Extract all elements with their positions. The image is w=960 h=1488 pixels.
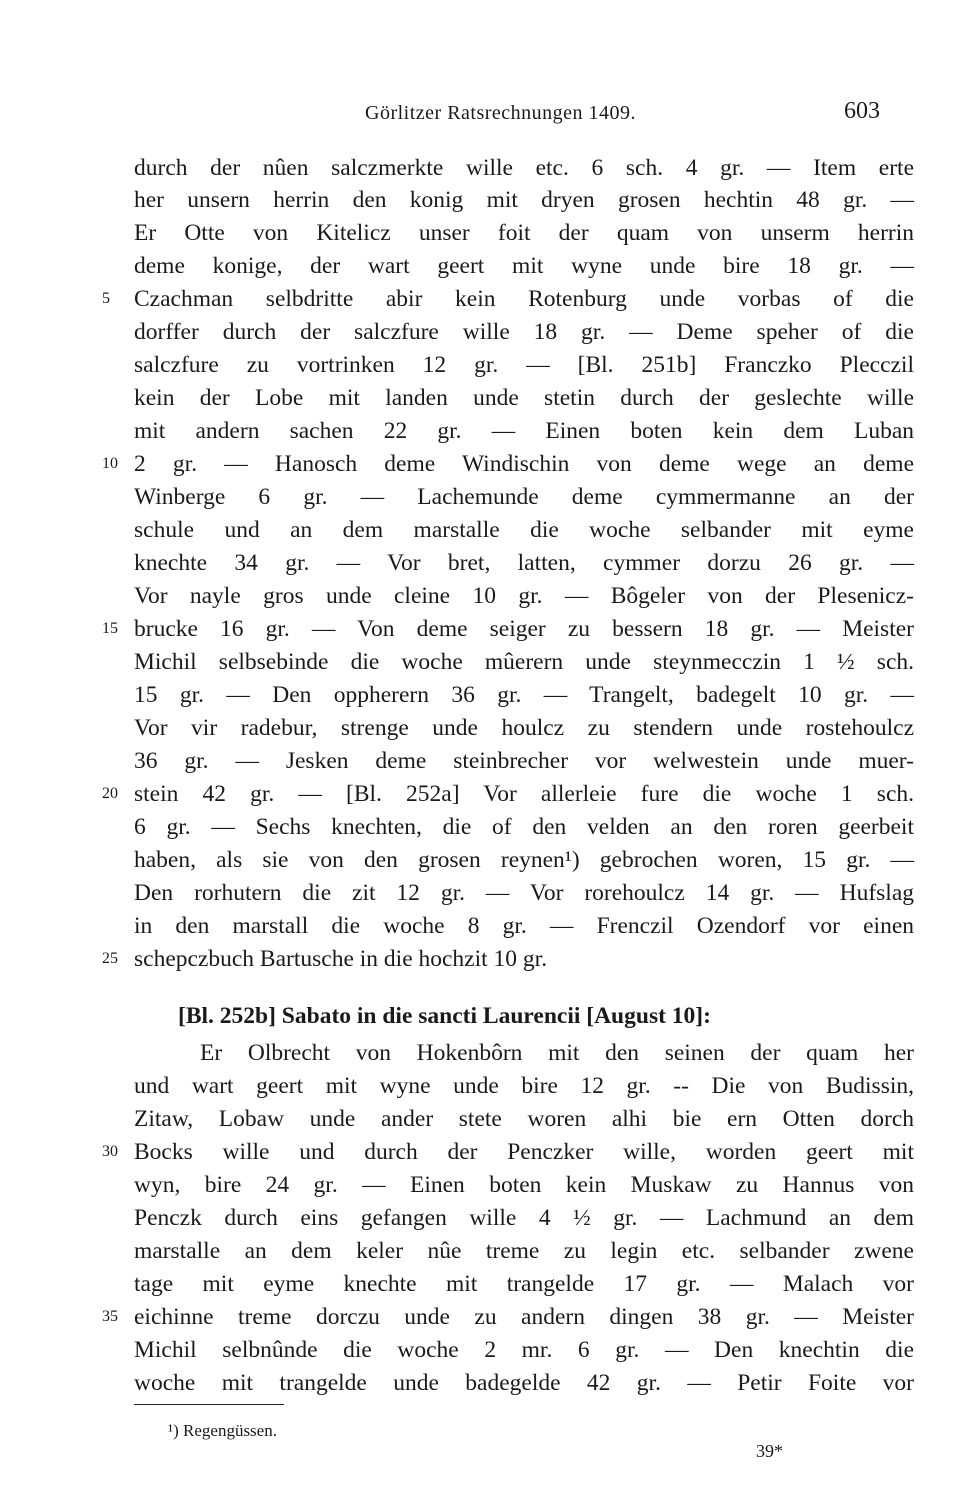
text-line: Czachman selbdritte abir kein Rotenburg unde vorbas of die (134, 286, 914, 312)
signature-mark: 39* (756, 1441, 783, 1461)
running-title: Görlitzer Ratsrechnungen 1409. (365, 102, 637, 124)
text-line: tage mit eyme knechte mit trangelde 17 gr. — Malach vor (134, 1271, 914, 1297)
section-heading: [Bl. 252b] Sabato in die sancti Laurencii [August 10]: (178, 1003, 711, 1029)
text-line: deme konige, der wart geert mit wyne unde bire 18 gr. — (134, 253, 914, 279)
line-number: 30 (102, 1143, 118, 1160)
text-line: woche mit trangelde unde badegelde 42 gr. — Petir Foite vor (134, 1370, 914, 1396)
text-line: Er Olbrecht von Hokenbôrn mit den seinen der quam her (200, 1040, 914, 1066)
text-line: schule und an dem marstalle die woche selbander mit eyme (134, 517, 914, 543)
page-number: 603 (844, 98, 880, 124)
line-number: 5 (102, 290, 110, 307)
text-line: Bocks wille und durch der Penczker wille, worden geert mit (134, 1139, 914, 1165)
text-line: 36 gr. — Jesken deme steinbrecher vor welwestein unde muer- (134, 748, 914, 774)
text-line: Den rorhutern die zit 12 gr. — Vor rorehoulcz 14 gr. — Hufslag (134, 880, 914, 906)
text-line: in den marstall die woche 8 gr. — Frenczil Ozendorf vor einen (134, 913, 914, 939)
text-line: wyn, bire 24 gr. — Einen boten kein Muskaw zu Hannus von (134, 1172, 914, 1198)
text-line: schepczbuch Bartusche in die hochzit 10 gr. (134, 946, 548, 972)
text-line: knechte 34 gr. — Vor bret, latten, cymmer dorzu 26 gr. — (134, 550, 914, 576)
text-line: stein 42 gr. — [Bl. 252a] Vor allerleie fure die woche 1 sch. (134, 781, 914, 807)
text-line: kein der Lobe mit landen unde stetin durch der geslechte wille (134, 385, 914, 411)
line-number: 25 (102, 950, 118, 967)
text-line: Zitaw, Lobaw unde ander stete woren alhi bie ern Otten dorch (134, 1106, 914, 1132)
text-line: marstalle an dem keler nûe treme zu legin etc. selbander zwene (134, 1238, 914, 1264)
line-number: 35 (102, 1308, 118, 1325)
text-line: Penczk durch eins gefangen wille 4 ½ gr. — Lachmund an dem (134, 1205, 914, 1231)
line-number: 10 (102, 455, 118, 472)
text-line: dorffer durch der salczfure wille 18 gr. — Deme speher of die (134, 319, 914, 345)
text-line: brucke 16 gr. — Von deme seiger zu bessern 18 gr. — Meister (134, 616, 914, 642)
page-header (0, 98, 960, 134)
text-line: mit andern sachen 22 gr. — Einen boten kein dem Luban (134, 418, 914, 444)
text-line: Vor nayle gros unde cleine 10 gr. — Bôgeler von der Plesenicz- (134, 583, 914, 609)
text-line: 2 gr. — Hanosch deme Windischin von deme wege an deme (134, 451, 914, 477)
text-line: eichinne treme dorczu unde zu andern dingen 38 gr. — Meister (134, 1304, 914, 1330)
text-line: her unsern herrin den konig mit dryen grosen hechtin 48 gr. — (134, 187, 914, 213)
text-line: haben, als sie von den grosen reynen¹) gebrochen woren, 15 gr. — (134, 847, 914, 873)
footnote: ¹) Regengüssen. (168, 1421, 277, 1440)
text-line: und wart geert mit wyne unde bire 12 gr. -- Die von Budissin, (134, 1073, 914, 1099)
text-line: durch der nûen salczmerkte wille etc. 6 sch. 4 gr. — Item erte (134, 155, 914, 181)
text-line: Vor vir radebur, strenge unde houlcz zu stendern unde rostehoulcz (134, 715, 914, 741)
text-line: 15 gr. — Den oppherern 36 gr. — Trangelt, badegelt 10 gr. — (134, 682, 914, 708)
text-line: Michil selbnûnde die woche 2 mr. 6 gr. — Den knechtin die (134, 1337, 914, 1363)
text-line: Winberge 6 gr. — Lachemunde deme cymmermanne an der (134, 484, 914, 510)
text-line: Er Otte von Kitelicz unser foit der quam von unserm herrin (134, 220, 914, 246)
line-number: 15 (102, 620, 118, 637)
text-line: 6 gr. — Sechs knechten, die of den velden an den roren geerbeit (134, 814, 914, 840)
footnote-divider (134, 1404, 284, 1405)
line-number: 20 (102, 785, 118, 802)
text-line: Michil selbsebinde die woche mûerern unde steynmecczin 1 ½ sch. (134, 649, 914, 675)
text-line: salczfure zu vortrinken 12 gr. — [Bl. 251b] Franczko Plecczil (134, 352, 914, 378)
